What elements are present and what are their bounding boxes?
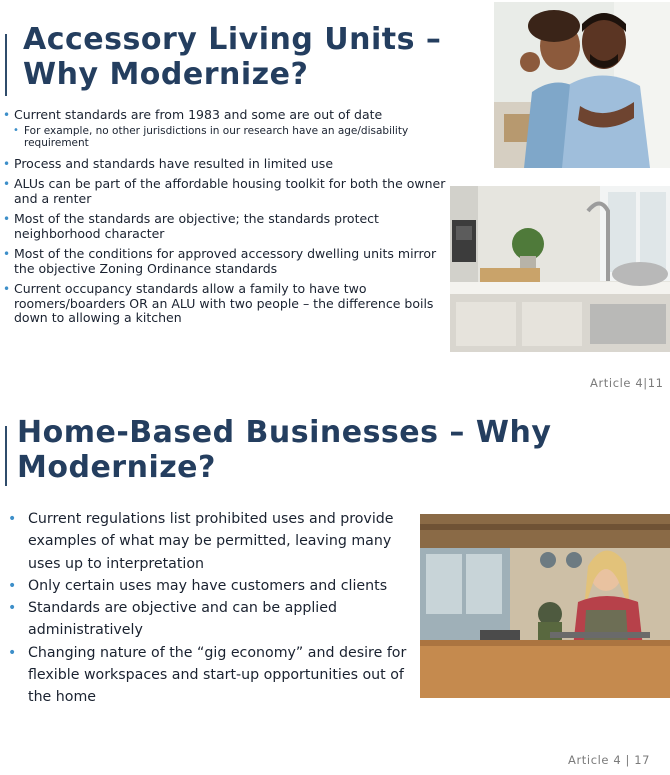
- list-item-text: For example, no other jurisdictions in our research have an age/disability requirement: [24, 124, 409, 149]
- list-item-text: ALUs can be part of the affordable housing toolkit for both the owner and a renter: [14, 176, 446, 206]
- bullet-dot-icon: •: [13, 124, 19, 136]
- bullet-list: [0, 108, 448, 332]
- bullet-dot-icon: •: [8, 600, 17, 617]
- list-item: [0, 642, 408, 709]
- bullet-dot-icon: •: [8, 644, 17, 661]
- slide-footer: Article 4|11: [590, 376, 664, 390]
- kitchen-photo: [450, 186, 670, 352]
- slide-title-line-2: Why Modernize?: [23, 57, 309, 93]
- list-item: [0, 282, 448, 326]
- slide-home-based-businesses: [0, 400, 670, 775]
- slide-title: [23, 22, 441, 93]
- bullet-dot-icon: •: [3, 177, 11, 191]
- list-item-text: Standards are objective and can be applied administratively: [28, 600, 337, 639]
- list-item: [0, 177, 448, 206]
- bullet-dot-icon: •: [3, 247, 11, 261]
- bullet-dot-icon: •: [3, 156, 11, 171]
- bullet-list: [0, 508, 408, 709]
- title-accent-bar: [5, 34, 7, 96]
- slide-footer: Article 4 | 17: [568, 753, 651, 767]
- list-item-text: Most of the standards are objective; the standards protect neighborhood character: [14, 211, 379, 241]
- list-item: [0, 108, 448, 123]
- list-item-text: Only certain uses may have customers and clients: [28, 577, 388, 594]
- bullet-dot-icon: •: [3, 212, 11, 226]
- list-item-text: Current occupancy standards allow a family to have two roomers/boarders OR an ALU with two people – the difference boils down to allowing a kitchen: [14, 281, 434, 325]
- list-item-text: Changing nature of the “gig economy” and desire for flexible workspaces and start-up opportunities out of the home: [28, 644, 407, 706]
- list-item-text: Current standards are from 1983 and some are out of date: [14, 107, 383, 122]
- bullet-dot-icon: •: [3, 108, 11, 122]
- list-item: [0, 247, 448, 276]
- bullet-dot-icon: •: [3, 282, 11, 296]
- list-item-text: Process and standards have resulted in limited use: [14, 155, 334, 171]
- list-item: [0, 212, 448, 241]
- list-item-text: Current regulations list prohibited uses and provide examples of what may be permitted, leaving many uses up to interpretation: [28, 511, 394, 572]
- bullet-dot-icon: •: [8, 511, 17, 527]
- list-item-sub: [0, 125, 448, 149]
- slide-title-line-1: Accessory Living Units –: [23, 22, 442, 57]
- slide-title-line-1: Home-Based Businesses – Why: [17, 415, 552, 450]
- list-item: [0, 508, 408, 575]
- slide-title-line-2: Modernize?: [17, 450, 216, 486]
- workshop-photo: [420, 514, 670, 698]
- couple-photo: [494, 2, 670, 168]
- list-item: [0, 575, 408, 597]
- bullet-dot-icon: •: [8, 577, 17, 594]
- list-item-text: Most of the conditions for approved accessory dwelling units mirror the objective Zoning Ordinance standards: [14, 246, 437, 276]
- title-accent-bar: [5, 426, 7, 486]
- list-item: [0, 597, 408, 642]
- list-item: [0, 157, 448, 172]
- slide-title: [17, 415, 551, 486]
